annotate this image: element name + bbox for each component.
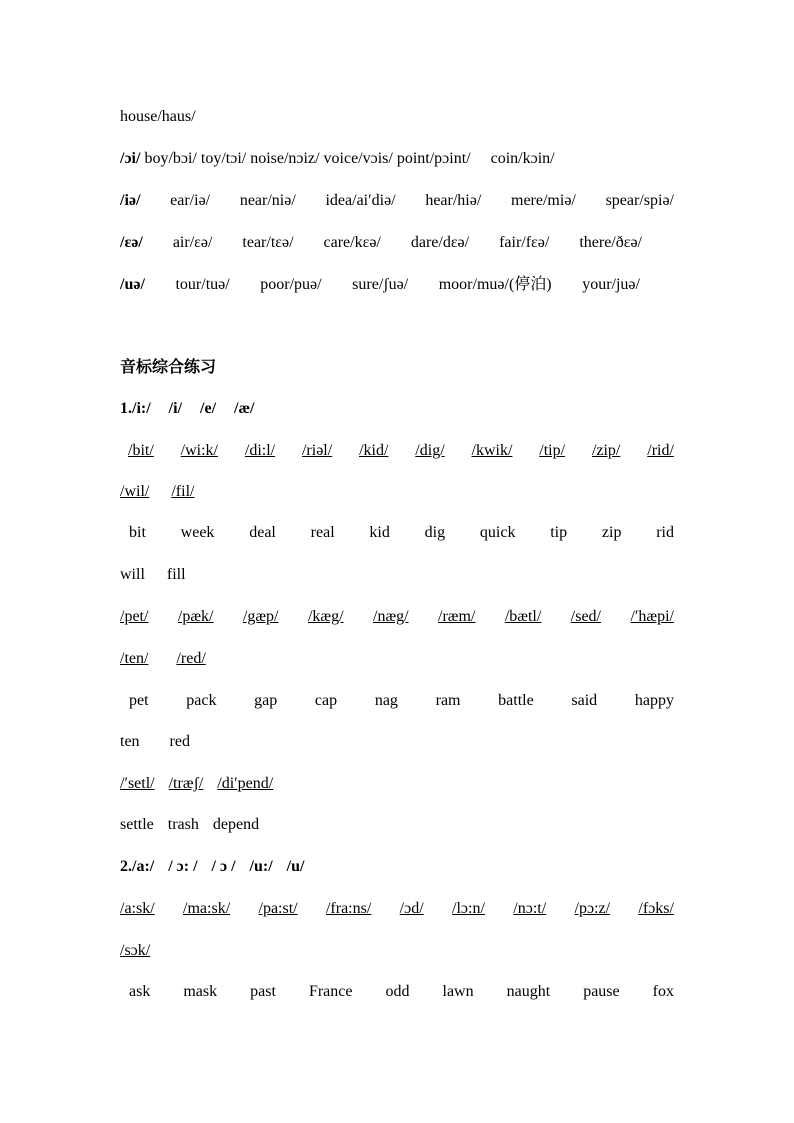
vowel-word: coin/kɔin/ [490, 150, 555, 167]
phonetic: /′hæpi/ [630, 608, 674, 625]
phonetic-row [120, 940, 674, 962]
symbol: / ɔ: / [168, 858, 198, 875]
phonetic: /pet/ [120, 608, 149, 625]
section-number: 1. [120, 400, 132, 417]
vowel-word: air/ɛə/ [172, 234, 213, 251]
word-row [129, 690, 674, 712]
vowel-word: ear/iə/ [170, 192, 211, 209]
phonetic: /pa:st/ [258, 900, 298, 917]
word: will [120, 566, 145, 583]
vowel-line-ue [120, 274, 640, 296]
word: depend [212, 816, 260, 833]
vowel-word: noise/nɔiz/ [250, 150, 320, 167]
phonetic-row [120, 773, 674, 795]
word: fox [652, 983, 674, 1000]
vowel-symbol: /uə/ [120, 276, 145, 293]
word: nag [374, 692, 398, 709]
vowel-word: near/niə/ [239, 192, 296, 209]
phonetic: /fra:ns/ [325, 900, 372, 917]
word: tip [550, 524, 568, 541]
vowel-word: mere/miə/ [511, 192, 576, 209]
phonetic: /zip/ [591, 442, 621, 459]
symbol: /u/ [286, 858, 305, 875]
symbol: /u:/ [249, 858, 273, 875]
phonetic: /lɔ:n/ [452, 900, 485, 917]
symbol: /i/ [168, 400, 183, 417]
phonetic: /wi:k/ [180, 442, 218, 459]
phonetic: /kid/ [359, 442, 389, 459]
word: rid [656, 524, 674, 541]
vowel-word: there/ðɛə/ [579, 234, 642, 251]
phonetic-row [120, 606, 674, 628]
word: happy [634, 692, 674, 709]
phonetic: /kæg/ [307, 608, 344, 625]
symbol: /æ/ [234, 400, 255, 417]
phonetic: /a:sk/ [120, 900, 155, 917]
vowel-word: boy/bɔi/ [144, 150, 197, 167]
vowel-word: tour/tuə/ [175, 276, 230, 293]
phonetic-row [120, 648, 674, 670]
word: ask [129, 983, 151, 1000]
word: pack [186, 692, 217, 709]
vowel-word: care/kɛə/ [323, 234, 381, 251]
word-row [120, 731, 674, 753]
vowel-line-ie [120, 190, 674, 212]
word-row [129, 522, 674, 544]
word: cap [314, 692, 338, 709]
symbol: / ɔ / [211, 858, 236, 875]
phonetic: /næg/ [373, 608, 409, 625]
phonetic: /fɔks/ [638, 900, 674, 917]
phonetic: /′setl/ [120, 775, 155, 792]
phonetic: /kwik/ [471, 442, 513, 459]
vowel-word: your/juə/ [582, 276, 640, 293]
vowel-word: spear/spiə/ [605, 192, 674, 209]
word: zip [601, 524, 622, 541]
vowel-word: hear/hiə/ [425, 192, 482, 209]
word: France [308, 983, 353, 1000]
phonetic: /tip/ [539, 442, 566, 459]
vowel-word: fair/fɛə/ [499, 234, 550, 251]
symbol: /i:/ [132, 400, 151, 417]
vowel-word: moor/muə/(停泊) [438, 276, 552, 293]
word: gap [254, 692, 278, 709]
word: dig [424, 524, 446, 541]
word: pause [583, 983, 620, 1000]
word-row [120, 814, 674, 836]
phonetic: /pæk/ [177, 608, 214, 625]
vowel-word: tear/tɛə/ [242, 234, 294, 251]
word: week [180, 524, 215, 541]
phonetic: /træʃ/ [168, 775, 204, 792]
phonetic: /ma:sk/ [183, 900, 231, 917]
word: naught [506, 983, 551, 1000]
vowel-line-oi [120, 148, 674, 170]
phonetic: /bit/ [128, 442, 154, 459]
word: ten [120, 733, 140, 750]
section-number: 2. [120, 858, 132, 875]
phonetic: /sed/ [570, 608, 601, 625]
phonetic: /sɔk/ [120, 942, 151, 959]
phonetic: /wil/ [120, 483, 150, 500]
phonetic-row [120, 898, 674, 920]
vowel-word: idea/ai′diə/ [325, 192, 396, 209]
phonetic: /pɔ:z/ [574, 900, 611, 917]
vowel-word: voice/vɔis/ [323, 150, 393, 167]
word: deal [249, 524, 276, 541]
word: battle [498, 692, 534, 709]
vowel-line-ea [120, 232, 642, 254]
word: fill [166, 566, 186, 583]
vowel-line-house [120, 106, 674, 128]
word: real [310, 524, 335, 541]
phonetic: /nɔ:t/ [513, 900, 547, 917]
word: said [571, 692, 598, 709]
word: settle [120, 816, 154, 833]
word: pet [129, 692, 149, 709]
word: past [250, 983, 276, 1000]
phonetic: /ten/ [120, 650, 149, 667]
word: mask [183, 983, 218, 1000]
word: red [169, 733, 190, 750]
word: odd [385, 983, 410, 1000]
word-row [120, 564, 674, 586]
symbol: /e/ [200, 400, 217, 417]
phonetic: /di:l/ [244, 442, 276, 459]
vowel-text: house/haus/ [120, 108, 196, 125]
phonetic: /gæp/ [242, 608, 279, 625]
section2-title [120, 856, 674, 878]
word: ram [435, 692, 461, 709]
word: bit [129, 524, 146, 541]
phonetic: /riəl/ [301, 442, 333, 459]
phonetic: /fil/ [171, 483, 195, 500]
word: quick [479, 524, 516, 541]
phonetic: /ræm/ [438, 608, 476, 625]
vowel-word: sure/ʃuə/ [352, 276, 409, 293]
phonetic: /red/ [176, 650, 206, 667]
vowel-word: point/pɔint/ [396, 150, 471, 167]
vowel-symbol: /ɛə/ [120, 234, 143, 251]
word: lawn [442, 983, 474, 1000]
vowel-word: dare/dɛə/ [410, 234, 470, 251]
phonetic: /ɔd/ [399, 900, 424, 917]
section-heading: 音标综合练习 [120, 357, 217, 376]
word: kid [369, 524, 390, 541]
word-row [129, 981, 674, 1003]
vowel-symbol: /ɔi/ [120, 150, 141, 167]
phonetic-row [120, 481, 674, 503]
phonetic: /bætl/ [504, 608, 542, 625]
phonetic: /di′pend/ [217, 775, 274, 792]
phonetic-row [128, 440, 674, 462]
vowel-word: toy/tɔi/ [200, 150, 247, 167]
symbol: /a:/ [132, 858, 155, 875]
vowel-word: poor/puə/ [260, 276, 322, 293]
word: trash [167, 816, 199, 833]
phonetic: /dig/ [415, 442, 445, 459]
section1-title [120, 398, 674, 420]
vowel-symbol: /iə/ [120, 192, 141, 209]
phonetic: /rid/ [647, 442, 674, 459]
